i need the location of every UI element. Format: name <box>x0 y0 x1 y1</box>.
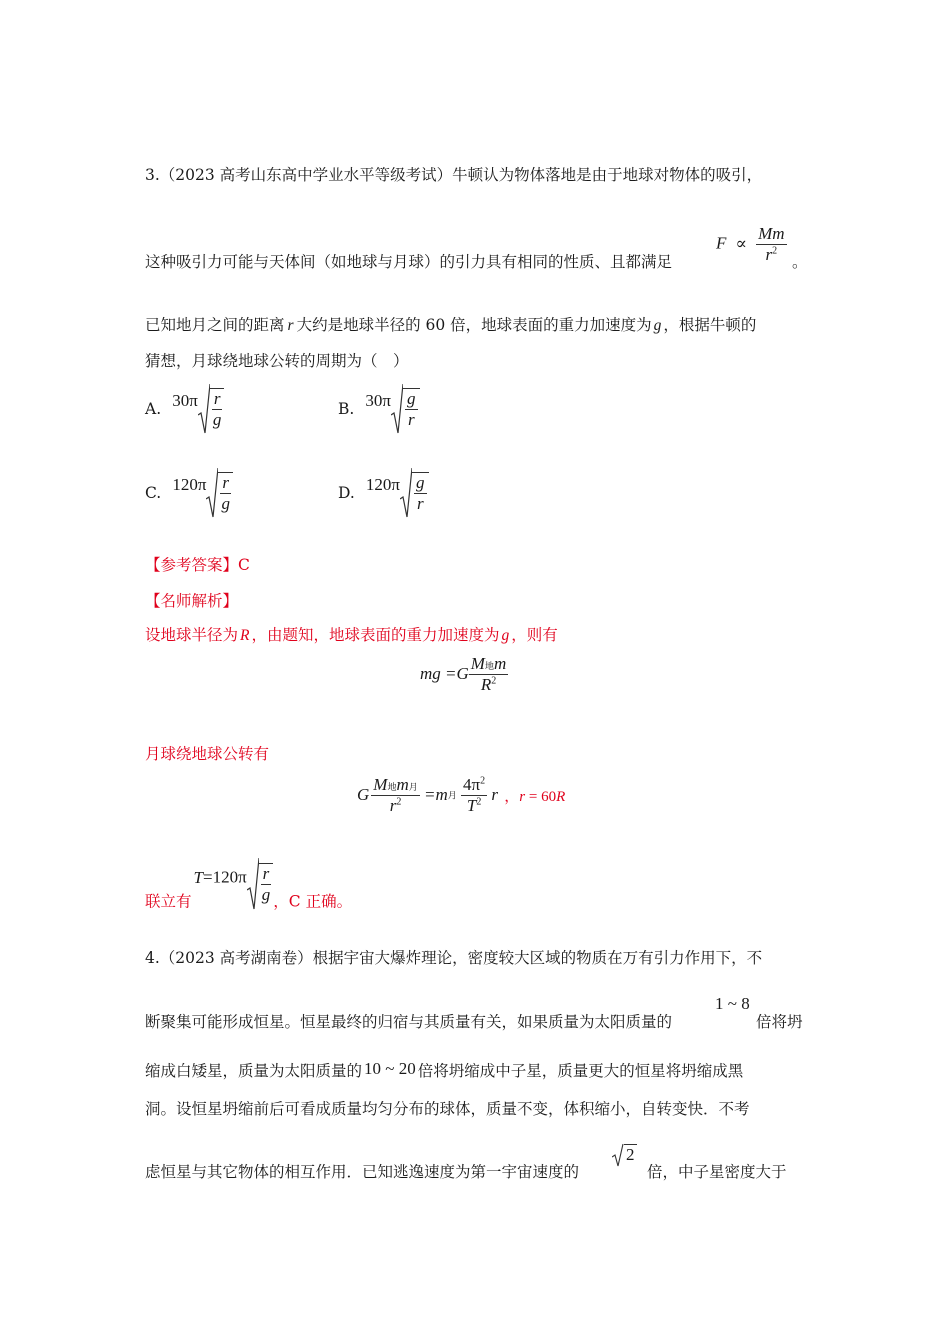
analysis-s2: 月球绕地球公转有 <box>145 745 270 763</box>
q4-line2-a: 断聚集可能形成恒星。恒星最终的归宿与其质量有关，如果质量为太阳质量的 <box>145 1013 673 1031</box>
q4-sqrt-value: 2 <box>626 1145 635 1164</box>
option-c-coef: 120π <box>172 474 207 494</box>
option-b[interactable] <box>338 383 420 435</box>
eq2-num2: 4π <box>463 775 481 794</box>
eq1-num-sub: 地 <box>484 661 494 671</box>
q3-var-g: g <box>653 317 662 334</box>
q3-line1: 3.（2023 高考山东高中学业水平等级考试）牛顿认为物体落地是由于地球对物体的吸引， <box>145 166 763 184</box>
option-a-den: g <box>212 410 222 429</box>
analysis-s3 <box>145 857 352 912</box>
option-d-radical <box>400 467 429 519</box>
formula-num: Mm <box>758 224 785 243</box>
q4-line3 <box>145 1059 743 1081</box>
option-a[interactable] <box>145 383 224 435</box>
formula-F: F <box>716 233 727 253</box>
eq1-num-m: m <box>493 654 507 673</box>
q4-range-1: 1 ~ 8 <box>715 994 750 1013</box>
s1-b: ，由题知，地球表面的重力加速度为 <box>251 626 500 644</box>
eq2-r: r <box>491 785 498 805</box>
q3-line3-c: ，根据牛顿的 <box>663 316 757 334</box>
s1-a: 设地球半径为 <box>145 626 239 644</box>
q4-range-2: 10 ~ 20 <box>364 1059 416 1078</box>
s3-T: T <box>193 867 203 887</box>
s3-b: ，C 正确。 <box>273 892 353 911</box>
eq2-cond-r: r <box>519 788 526 805</box>
q4-line5-b: 倍，中子星密度大于 <box>647 1163 787 1181</box>
option-b-num: g <box>407 389 416 409</box>
option-d[interactable] <box>338 467 429 519</box>
q4-line3-b: 倍将坍缩成中子星，质量更大的恒星将坍缩成黑 <box>417 1062 744 1080</box>
q4-line1: 4.（2023 高考湖南卷）根据宇宙大爆炸理论，密度较大区域的物质在万有引力作用下，不 <box>145 949 763 967</box>
eq2-M: M <box>373 775 388 794</box>
q3-line3 <box>145 313 756 335</box>
eq2-condition <box>504 789 565 805</box>
s3-den: g <box>261 885 271 904</box>
eq1-left: mg <box>420 664 441 684</box>
analysis-s1 <box>145 623 558 645</box>
option-c-den: g <box>221 494 230 513</box>
option-d-num: g <box>416 473 425 493</box>
q3-line2: 这种吸引力可能与天体间（如地球与月球）的引力具有相同的性质、且都满足 <box>145 253 673 271</box>
option-b-coef: 30π <box>365 390 392 410</box>
equation-1 <box>420 654 508 694</box>
q3-var-r: r <box>287 317 294 334</box>
eq2-eq: =m <box>424 785 448 805</box>
option-b-label: B. <box>338 400 355 418</box>
equation-2 <box>357 775 565 815</box>
option-d-coef: 120π <box>365 474 400 494</box>
eq2-cond-R: R <box>556 788 566 805</box>
eq2-den-exp: 2 <box>396 795 402 807</box>
eq2-den2: T <box>466 795 477 815</box>
formula-den: r <box>765 244 773 264</box>
s1-R: R <box>240 627 250 644</box>
s3-a: 联立有 <box>145 892 192 911</box>
option-c-radical <box>206 467 233 519</box>
s1-g: g <box>501 627 510 644</box>
eq2-num2-exp: 2 <box>480 775 486 787</box>
eq2-m-sub: 月 <box>408 782 418 792</box>
q4-line4: 洞。设恒星坍缩前后可看成质量均匀分布的球体，质量不变，体积缩小，自转变快．不考 <box>145 1100 750 1118</box>
option-a-label: A. <box>145 400 162 418</box>
eq2-m: m <box>396 775 409 794</box>
s1-c: ，则有 <box>511 626 558 644</box>
s3-eq: =120π <box>202 867 247 887</box>
option-b-den: r <box>407 410 415 429</box>
eq1-eq: =G <box>445 664 469 684</box>
formula-prop: ∝ <box>735 233 747 253</box>
q3-formula <box>716 224 787 264</box>
eq1-den-exp: 2 <box>491 674 497 686</box>
eq2-G: G <box>357 785 370 805</box>
eq2-den2-exp: 2 <box>476 795 482 807</box>
formula-fraction <box>756 224 786 264</box>
s3-num: r <box>262 864 270 884</box>
option-d-den: r <box>416 494 424 513</box>
eq2-den: r <box>389 795 397 815</box>
option-c[interactable] <box>145 467 233 519</box>
eq2-fraction-1 <box>371 775 419 815</box>
option-a-coef: 30π <box>172 390 198 410</box>
option-a-radical <box>198 383 225 435</box>
s3-radical <box>247 857 274 911</box>
formula-den-exp: 2 <box>772 244 778 256</box>
eq1-num-M: M <box>470 654 485 673</box>
q3-line4: 猜想，月球绕地球公转的周期为（ ） <box>145 352 409 370</box>
option-b-radical <box>391 383 420 435</box>
q4-line3-a: 缩成白矮星，质量为太阳质量的 <box>145 1062 363 1080</box>
option-a-num: r <box>213 389 221 409</box>
analysis-heading: 【名师解析】 <box>145 592 239 610</box>
option-d-label: D. <box>338 484 355 502</box>
option-c-label: C. <box>145 484 162 502</box>
eq2-cond-eq: = 60 <box>525 788 557 805</box>
reference-answer: 【参考答案】C <box>145 556 250 574</box>
eq2-eq-sub: 月 <box>447 790 457 801</box>
q3-line3-a: 已知地月之间的距离 <box>145 316 285 334</box>
eq1-den: R <box>480 674 492 694</box>
eq2-fraction-2 <box>461 775 487 815</box>
q3-line2-end: 。 <box>792 253 808 271</box>
eq2-M-sub: 地 <box>387 782 397 792</box>
q3-line3-b: 大约是地球半径的 60 倍，地球表面的重力加速度为 <box>296 316 652 334</box>
q4-line2-b: 倍将坍 <box>756 1013 803 1031</box>
eq2-cond-comma: ， <box>504 788 520 805</box>
eq1-fraction <box>469 654 508 694</box>
option-c-num: r <box>222 473 230 493</box>
q4-sqrt <box>612 1143 637 1167</box>
q4-line5-a: 虑恒星与其它物体的相互作用．已知逃逸速度为第一宇宙速度的 <box>145 1163 580 1181</box>
